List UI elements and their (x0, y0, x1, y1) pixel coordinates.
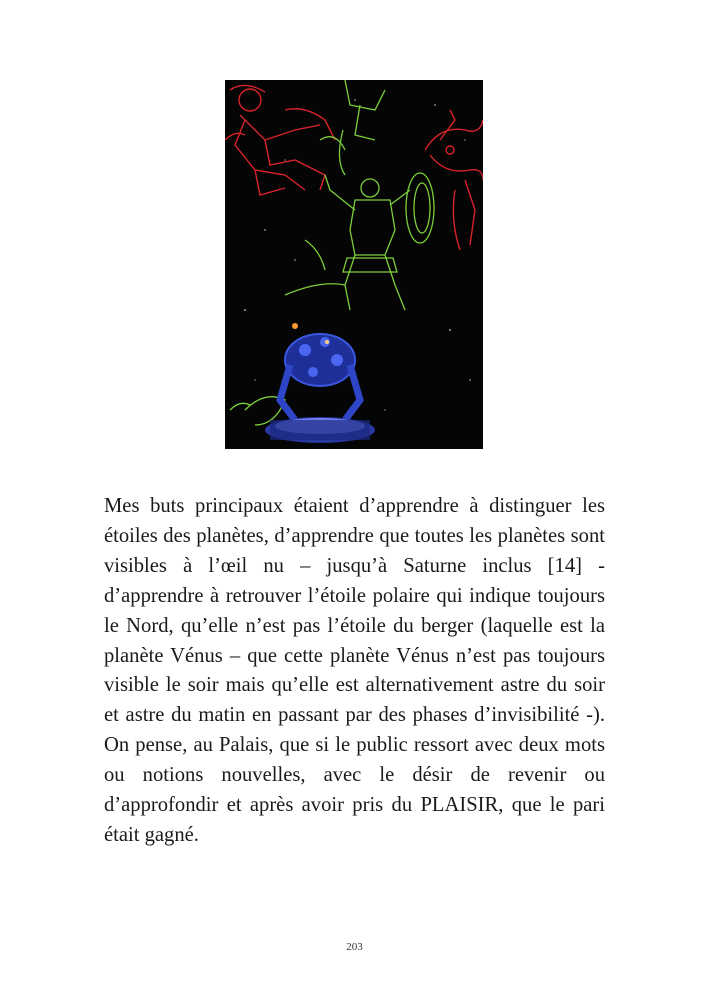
page-number: 203 (346, 941, 363, 953)
planetarium-illustration (225, 80, 483, 449)
planetarium-photo (225, 80, 483, 449)
body-paragraph: Mes buts principaux étaient d’apprendre à distinguer les étoiles des planètes, d’apprendre que toutes les planètes sont visibles à l’œil nu – jusqu’à Saturne inclus [14] - d’apprendre à retrouver l’étoile polaire qui indique toujours le Nord, qu’elle n’est pas l’étoile du berger (laquelle est la planète Vénus – que cette planète Vénus n’est pas toujours visible le soir mais qu’elle est alternativement astre du soir et astre du matin en passant par des phases d’invisibilité -). On pense, au Palais, que si le public ressort avec deux mots ou notions nouvelles, avec le désir de revenir ou d’approfondir et après avoir pris du PLAISIR, que le pari était gagné. (104, 495, 605, 846)
